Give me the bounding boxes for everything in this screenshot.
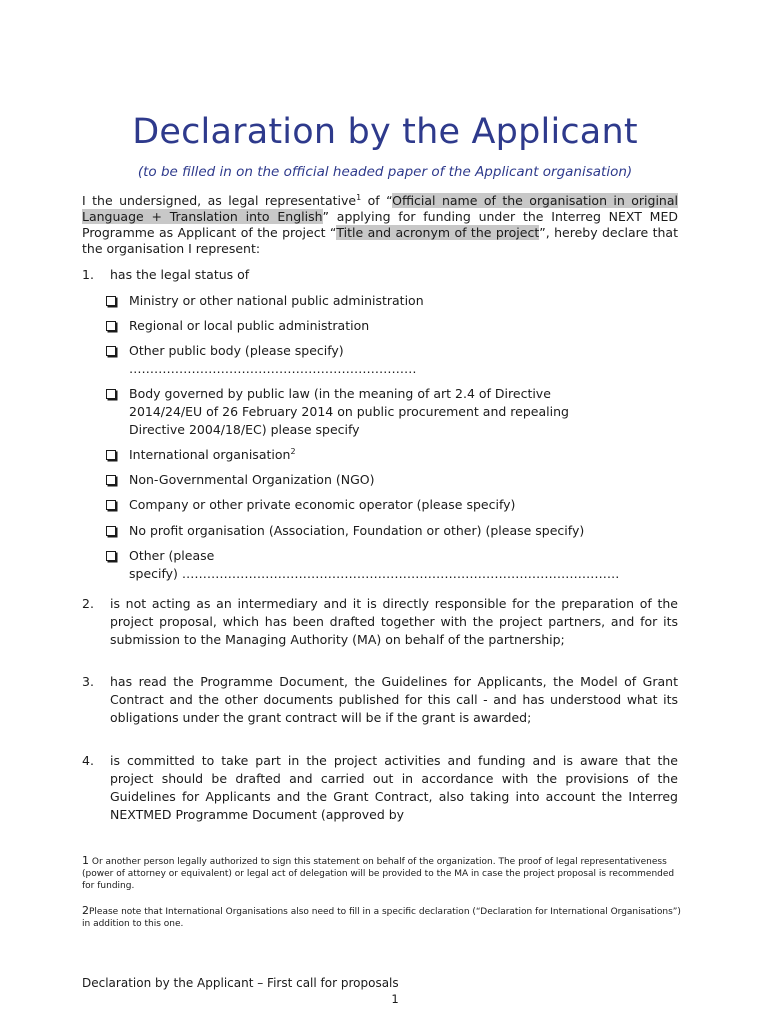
list-number: 4.: [82, 753, 94, 768]
list-item-2: [82, 595, 678, 649]
placeholder-org-name: Official name of the organisation in original Language + Translation into English: [82, 193, 678, 224]
intro-text-3: ” applying for funding under the Interreg NEXT MED Programme as Applicant of the project “: [82, 209, 678, 240]
list-text: is not acting as an intermediary and it is directly responsible for the preparation of the project proposal, which has been drafted together with the project partners, and for its submission to the Managing Authority (MA) on behalf of the partnership;: [110, 596, 678, 647]
option-line: Other public body (please specify): [129, 343, 344, 358]
checkbox[interactable]: [106, 526, 116, 536]
intro-text-4: ”, hereby declare that the organisation I represent:: [82, 225, 678, 256]
list-number: 2.: [82, 596, 94, 611]
page-number: 1: [391, 992, 399, 1006]
option-label: Regional or local public administration: [129, 318, 370, 333]
option-label: Company or other private economic operator (please specify): [129, 497, 516, 512]
page-title: Declaration by the Applicant: [132, 112, 638, 152]
option-line: 2014/24/EU of 26 February 2014 on public procurement and repealing: [129, 404, 569, 419]
checkbox[interactable]: [106, 500, 116, 510]
list-item-1: [82, 266, 678, 284]
list-item-3: [82, 673, 678, 727]
checkbox[interactable]: [106, 551, 116, 561]
checkbox[interactable]: [106, 475, 116, 485]
intro-paragraph: [82, 193, 678, 257]
footnote-2: [82, 905, 682, 930]
option-no-profit: [106, 522, 678, 540]
footnote-number: 2: [82, 904, 89, 917]
intro-text-2: of “: [361, 193, 393, 208]
list-number: 1.: [82, 267, 94, 282]
checkbox[interactable]: [106, 321, 116, 331]
option-label: [129, 446, 678, 464]
footnote-ref-2: 2: [290, 446, 296, 456]
list-text: is committed to take part in the project activities and funding and is aware that the project should be drafted and carried out in accordance with the provisions of the Guidelines for Applicants and the Grant Contract, also taking into account the Interreg NEXTMED Programme Document (approved by: [110, 753, 678, 822]
option-line: International organisation: [129, 447, 291, 462]
option-label: Non-Governmental Organization (NGO): [129, 472, 375, 487]
option-label: [129, 547, 678, 583]
footnote-text: Or another person legally authorized to sign this statement on behalf of the organization. The proof of legal representativeness (power of attorney or equivalent) or legal act of delegation will be provided to the MA in case the project proposal is recommended for funding.: [82, 857, 675, 891]
intro-text-1: I the undersigned, as legal representative: [82, 193, 357, 208]
footnote-number: 1: [82, 854, 89, 867]
list-text: has read the Programme Document, the Guidelines for Applicants, the Model of Grant Contract and the other documents published for this call - and has understood what its obligations under the grant contract will be if the grant is awarded;: [110, 674, 678, 725]
list-number: 3.: [82, 674, 94, 689]
placeholder-project-title: Title and acronym of the project: [336, 225, 540, 240]
option-other: [106, 547, 678, 583]
page-footer: Declaration by the Applicant – First call for proposals: [82, 976, 399, 990]
option-regional: [106, 317, 678, 335]
checkbox[interactable]: [106, 389, 116, 399]
option-ministry: [106, 292, 678, 310]
option-company: [106, 496, 678, 514]
subtitle: (to be filled in on the official headed paper of the Applicant organisation): [137, 164, 633, 180]
option-ngo: [106, 471, 678, 489]
option-public-law-body: [106, 385, 678, 439]
checkbox[interactable]: [106, 450, 116, 460]
option-other-public-body: [106, 342, 678, 378]
option-line: Directive 2004/18/EC) please specify: [129, 422, 360, 437]
list-item-4: [82, 752, 678, 824]
option-label: No profit organisation (Association, Foundation or other) (please specify): [129, 523, 585, 538]
list-text: has the legal status of: [110, 267, 250, 282]
option-international-org: [106, 446, 678, 464]
specify-line: specify) ……………………………………………………………………………………………: [129, 566, 620, 581]
option-label: [129, 342, 678, 378]
checkbox[interactable]: [106, 296, 116, 306]
option-label: [129, 385, 678, 439]
option-label: Ministry or other national public administration: [129, 293, 424, 308]
specify-line: ……………………………………………………………: [129, 361, 417, 376]
footnote-text: Please note that International Organisations also need to fill in a specific declaration (“Declaration for International Organisations”) in addition to this one.: [82, 907, 681, 929]
checkbox[interactable]: [106, 346, 116, 356]
option-line: Body governed by public law (in the meaning of art 2.4 of Directive: [129, 386, 551, 401]
footnote-1: [82, 855, 682, 892]
footnote-ref-1: 1: [356, 192, 362, 202]
option-line: Other (please: [129, 548, 215, 563]
